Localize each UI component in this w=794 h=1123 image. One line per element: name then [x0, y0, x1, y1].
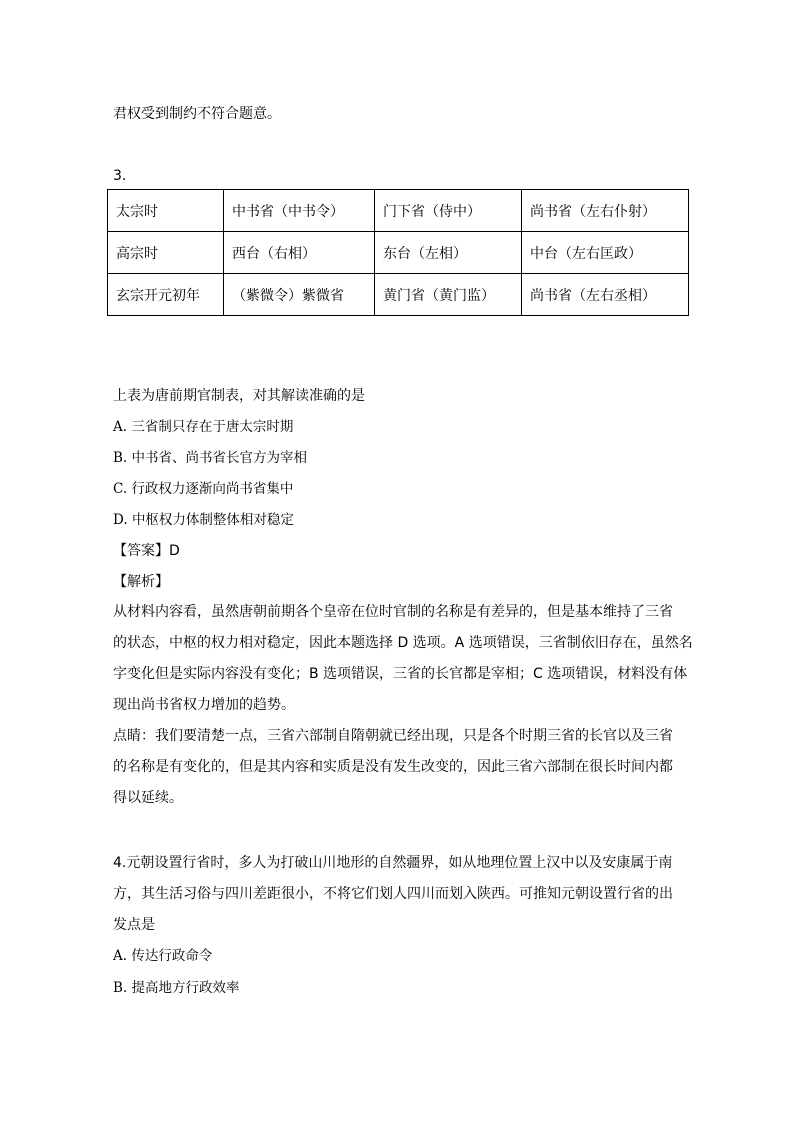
analysis-line: 从材料内容看，虽然唐朝前期各个皇帝在位时官制的名称是有差异的，但是基本维持了三省 — [113, 604, 673, 620]
table-row — [108, 190, 689, 232]
question-3-stem: 上表为唐前期官制表，对其解读准确的是 — [113, 388, 365, 404]
option-text: 中书省、尚书省长官方为宰相 — [131, 450, 308, 466]
analysis-paragraph — [113, 597, 693, 814]
option-a — [113, 946, 212, 966]
option-key: C. — [113, 481, 128, 497]
option-b — [113, 978, 240, 998]
option-text: 传达行政命令 — [131, 948, 213, 964]
table-cell: 高宗时 — [108, 232, 224, 274]
option-a — [113, 417, 293, 437]
table-cell: 尚书省（左右丞相） — [522, 274, 689, 316]
table-cell: 太宗时 — [108, 190, 224, 232]
analysis-label: 【解析】 — [113, 574, 169, 590]
table-cell: 门下省（侍中） — [375, 190, 522, 232]
table-cell: 中台（左右匡政） — [522, 232, 689, 274]
option-c — [113, 479, 293, 499]
stem-line: 方，其生活习俗与四川差距很小，不将它们划人四川而划入陕西。可推知元朝设置行省的出 — [113, 886, 673, 902]
question-3-number: 3. — [113, 168, 127, 184]
analysis-line: 点睛：我们要清楚一点，三省六部制自隋朝就已经出现，只是各个时期三省的长官以及三省 — [113, 728, 673, 744]
stem-line: 发点是 — [113, 917, 155, 933]
table-row — [108, 232, 689, 274]
option-text: 行政权力逐渐向尚书省集中 — [131, 481, 294, 497]
analysis-line: 字变化但是实际内容没有变化；B 选项错误，三省的长官都是宰相；C 选项错误，材料没有体 — [113, 666, 688, 682]
table-cell: 西台（右相） — [224, 232, 375, 274]
analysis-line: 现出尚书省权力增加的趋势。 — [113, 697, 295, 713]
table-cell: （紫微令）紫微省 — [224, 274, 375, 316]
option-text: 中枢权力体制整体相对稳定 — [131, 512, 294, 528]
analysis-line: 的状态，中枢的权力相对稳定，因此本题选择 D 选项。A 选项错误，三省制依旧存在，虽然名 — [113, 635, 693, 651]
stem-line: 4.元朝设置行省时，多人为打破山川地形的自然疆界，如从地理位置上汉中以及安康属于南 — [113, 855, 673, 871]
analysis-line: 得以延续。 — [113, 790, 183, 806]
analysis-line: 的名称是有变化的，但是其内容和实质是没有发生改变的，因此三省六部制在很长时间内都 — [113, 759, 673, 775]
table-cell: 黄门省（黄门监） — [375, 274, 522, 316]
option-key: D. — [113, 512, 128, 528]
answer-line: 【答案】D — [113, 543, 180, 559]
option-text: 提高地方行政效率 — [131, 980, 240, 996]
option-text: 三省制只存在于唐太宗时期 — [131, 419, 294, 435]
option-key: A. — [113, 419, 128, 435]
option-b — [113, 448, 307, 468]
option-d — [113, 510, 294, 530]
option-key: A. — [113, 948, 128, 964]
question-4-stem — [113, 848, 688, 941]
intro-line: 君权受到制约不符合题意。 — [113, 106, 281, 122]
table-cell: 玄宗开元初年 — [108, 274, 224, 316]
table-cell: 尚书省（左右仆射） — [522, 190, 689, 232]
tang-officials-table — [107, 189, 689, 316]
table-cell: 中书省（中书令） — [224, 190, 375, 232]
table-row — [108, 274, 689, 316]
option-key: B. — [113, 450, 128, 466]
option-key: B. — [113, 980, 128, 996]
table-cell: 东台（左相） — [375, 232, 522, 274]
